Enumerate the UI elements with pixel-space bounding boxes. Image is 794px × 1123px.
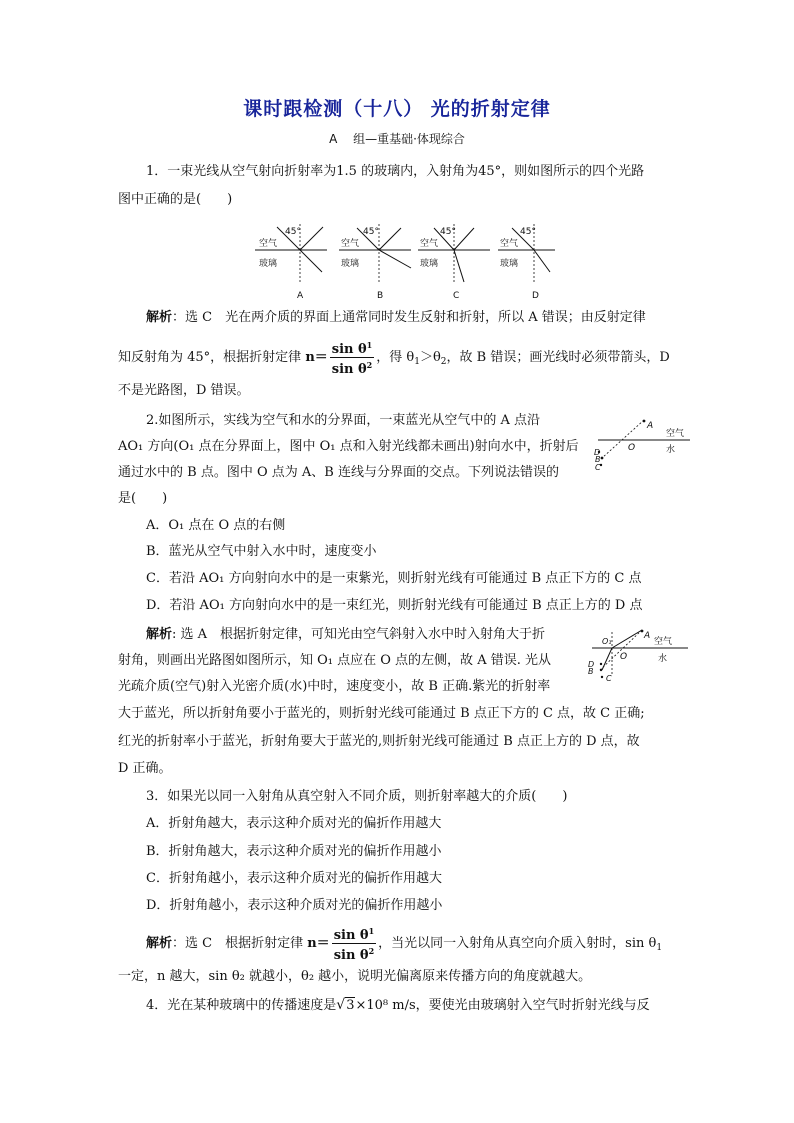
q1-air-label-a: 空气 [259, 239, 278, 249]
q2-solution-line1: 解析: 选 A 根据折射定律，可知光由空气斜射入水中时入射角大于折 [146, 627, 546, 642]
q2-solution-line5: 红光的折射率小于蓝光，折射角要大于蓝光的,则折射光线可能通过 B 点正上方的 D 点，故 [118, 734, 640, 749]
q2-solution-line4: 大于蓝光，所以折射角要小于蓝光的，则折射光线可能通过 B 点正下方的 C 点，故 C 正确; [118, 706, 645, 721]
q2-sol-point-c-label: C [606, 674, 612, 683]
q2-stem-line2: AO₁ 方向(O₁ 点在分界面上，图中 O₁ 点和入射光线都未画出)射向水中，折射后 [118, 439, 579, 454]
q1-solution-line3: 不是光路图，D 错误。 [118, 383, 250, 398]
q2-point-c-label: C [595, 463, 601, 472]
q1-option-a-label: A [297, 291, 304, 301]
q2-option-d: D．若沿 AO₁ 方向射向水中的是一束红光，则折射光线有可能通过 B 点正上方的 D 点 [146, 598, 643, 613]
q4-stem-line1: 4．光在某种玻璃中的传播速度是√3×10⁸ m/s，要使光由玻璃射入空气时折射光线与反 [146, 997, 650, 1013]
q3-solution-line2: 一定，n 越大，sin θ₂ 就越小，θ₂ 越小，说明光偏离原来传播方向的角度就越大。 [118, 969, 592, 984]
q1-diagram-a [255, 224, 327, 301]
q2-solution-figure [584, 628, 688, 684]
q1-option-b-label: B [377, 291, 384, 301]
q1-option-c-label: C [453, 291, 460, 301]
q2-sol-point-a-label: A [644, 631, 651, 641]
q2-water-label: 水 [666, 445, 676, 455]
q2-sol-point-d-label: D [588, 660, 595, 669]
q3-option-d: D．折射角越小，表示这种介质对光的偏折作用越小 [146, 898, 443, 913]
section-heading: A 组—重基础·体现综合 [329, 132, 465, 146]
q1-air-label-b: 空气 [341, 239, 360, 249]
snell-fraction: $\frac{\sin \theta^1}{\sin \theta^2}$ [331, 340, 373, 377]
q2-point-b-label: B [595, 455, 601, 464]
q2-sol-point-o-label: O [620, 652, 628, 662]
q1-glass-label-a: 玻璃 [259, 259, 278, 269]
q1-angle-label-b: 45° [363, 227, 379, 237]
q1-solution-line2: 知反射角为 45°，根据折射定律 n＝ $\frac{\sin \theta^1}{\sin \theta^2}$ ，得 $\theta_1>\theta_2$，故 B 错误；画光线时必须带箭头，D [118, 340, 670, 377]
q2-solution-line3: 光疏介质(空气)射入光密介质(水)中时，速度变小，故 B 正确.紫光的折射率 [118, 679, 551, 694]
q3-stem: 3．如果光以同一入射角从真空射入不同介质，则折射率越大的介质( ) [146, 789, 568, 804]
q2-sol-point-b-label: B [588, 667, 594, 676]
q2-stem-line4: 是( ) [118, 491, 168, 506]
q1-angle-label-d: 45° [520, 227, 536, 237]
q1-diagram-c [418, 224, 490, 301]
q2-air-label: 空气 [666, 429, 685, 439]
q1-stem-line2: 图中正确的是( ) [118, 192, 233, 207]
q1-glass-label-d: 玻璃 [500, 259, 519, 269]
q3-option-a: A．折射角越大，表示这种介质对光的偏折作用越大 [146, 816, 442, 831]
q3-snell-fraction: $\frac{\sin \theta^1}{\sin \theta^2}$ [333, 926, 375, 963]
page-title: 课时跟检测（十八） 光的折射定律 [243, 98, 551, 120]
q2-solution-line6: D 正确。 [118, 761, 172, 776]
q2-sol-air-label: 空气 [654, 637, 673, 647]
q3-option-c: C．折射角越小，表示这种介质对光的偏折作用越大 [146, 871, 442, 886]
q3-option-b: B．折射角越大，表示这种介质对光的偏折作用越小 [146, 844, 442, 859]
q2-sol-water-label: 水 [658, 654, 668, 664]
q2-stem-line1: 2.如图所示，实线为空气和水的分界面，一束蓝光从空气中的 A 点沿 [146, 413, 541, 428]
q2-option-c: C．若沿 AO₁ 方向射向水中的是一束紫光，则折射光线有可能通过 B 点正下方的 C 点 [146, 571, 642, 586]
q1-option-d-label: D [532, 291, 539, 301]
q2-option-a: A．O₁ 点在 O 点的右侧 [146, 518, 286, 533]
q1-solution-line1: 解析：选 C 光在两介质的界面上通常同时发生反射和折射，所以 A 错误；由反射定律 [146, 310, 646, 325]
q3-solution-line1: 解析：选 C 根据折射定律 n＝ $\frac{\sin \theta^1}{\sin \theta^2}$ ，当光以同一入射角从真空向介质入射时，$\sin \theta_1$ [146, 926, 663, 963]
q2-point-d-label: D [594, 448, 601, 457]
q1-angle-label-c: 45° [440, 227, 456, 237]
q1-air-label-d: 空气 [500, 239, 519, 249]
q2-solution-line2: 射角，则画出光路图如图所示，知 O₁ 点应在 O 点的左侧，故 A 错误. 光从 [118, 653, 551, 668]
q1-angle-label-a: 45° [285, 227, 301, 237]
q2-point-o-label: O [628, 443, 636, 453]
q1-stem-line1: 1．一束光线从空气射向折射率为1.5 的玻璃内，入射角为45°，则如图所示的四个光路 [146, 164, 645, 179]
q2-point-a-label: A [647, 421, 654, 431]
q2-figure [594, 418, 690, 476]
q2-option-b: B．蓝光从空气中射入水中时，速度变小 [146, 544, 377, 559]
q1-diagram-d [498, 224, 555, 301]
q2-sol-point-o1-label: O₁ [602, 637, 612, 646]
q2-stem-line3: 通过水中的 B 点。图中 O 点为 A、B 连线与分界面的交点。下列说法错误的 [118, 465, 559, 480]
q1-figure [255, 222, 555, 304]
q1-diagram-b [339, 224, 411, 301]
q1-air-label-c: 空气 [420, 239, 439, 249]
q1-glass-label-c: 玻璃 [420, 259, 439, 269]
q1-glass-label-b: 玻璃 [341, 259, 360, 269]
